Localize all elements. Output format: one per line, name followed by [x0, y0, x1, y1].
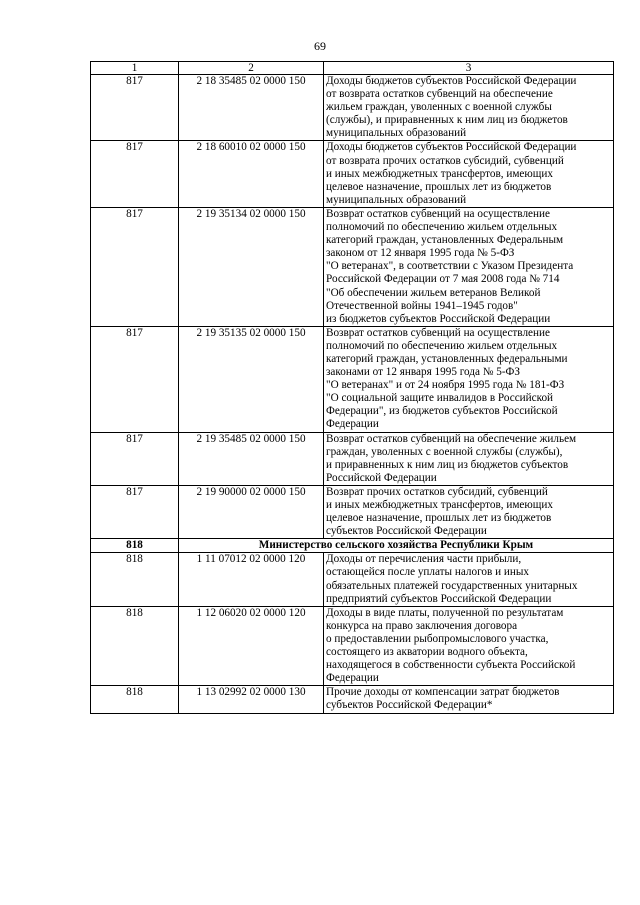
admin-code-cell: 818 [91, 553, 179, 606]
admin-code-cell: 817 [91, 485, 179, 538]
table-body [91, 62, 614, 714]
budget-code-cell: 1 11 07012 02 0000 120 [179, 553, 324, 606]
description-line: Федерации [326, 418, 379, 431]
budget-code-cell: 2 19 35134 02 0000 150 [179, 207, 324, 326]
table-row [91, 553, 614, 606]
description-cell [324, 432, 614, 485]
table-row [91, 207, 614, 326]
budget-code-cell: 2 19 35485 02 0000 150 [179, 432, 324, 485]
description-line: целевое назначение, прошлых лет из бюджетов [326, 180, 552, 193]
description-line: Возврат остатков субвенций на обеспечение жильем [326, 432, 577, 445]
description-line: остающейся после уплаты налогов и иных [326, 566, 529, 579]
section-header-row [91, 539, 614, 553]
description-line: предприятий субъектов Российской Федерации [326, 592, 552, 605]
table-row [91, 326, 614, 432]
column-header-2: 2 [179, 62, 324, 75]
admin-code-cell: 817 [91, 326, 179, 432]
description-line: и иных межбюджетных трансфертов, имеющих [326, 499, 553, 511]
budget-code-cell: 2 18 35485 02 0000 150 [179, 75, 324, 141]
admin-code-cell: 817 [91, 432, 179, 485]
description-line: субъектов Российской Федерации [326, 525, 487, 538]
description-line: о предоставлении рыбопромыслового участка, [326, 632, 549, 645]
description-line: от возврата прочих остатков субсидий, субвенций [326, 154, 564, 167]
description-line: муниципальных образований [326, 193, 467, 206]
description-line: Российской Федерации [326, 471, 437, 484]
budget-code-cell: 1 13 02992 02 0000 130 [179, 686, 324, 713]
admin-code-cell: 817 [91, 75, 179, 141]
description-line: жильем граждан, уволенных с военной службы [326, 101, 552, 114]
description-line: обязательных платежей государственных унитарных [326, 579, 578, 592]
column-header-3: 3 [324, 62, 614, 75]
description-line: граждан, уволенных с военной службы (службы), [326, 445, 563, 458]
description-line: Возврат прочих остатков субсидий, субвенций [326, 485, 548, 498]
description-line: полномочий по обеспечению жильем отдельных [326, 221, 558, 234]
table-row [91, 686, 614, 713]
description-line: субъектов Российской Федерации* [326, 699, 493, 712]
description-line: "О социальной защите инвалидов в Российской [326, 392, 554, 405]
description-cell [324, 485, 614, 538]
description-line: состоящего из акватории водного объекта, [326, 646, 528, 659]
table-header-row [91, 62, 614, 75]
column-header-1: 1 [91, 62, 179, 75]
table-row [91, 432, 614, 485]
description-line: Доходы бюджетов субъектов Российской Федерации [326, 141, 577, 154]
table-row [91, 606, 614, 686]
description-line: от возврата остатков субвенций на обеспечение [326, 88, 553, 101]
table-row [91, 485, 614, 538]
description-cell [324, 75, 614, 141]
description-line: Доходы бюджетов субъектов Российской Федерации [326, 75, 577, 87]
description-line: Возврат остатков субвенций на осуществление [326, 326, 550, 339]
description-line: из бюджетов субъектов Российской Федерации [326, 312, 551, 325]
description-cell [324, 326, 614, 432]
budget-classification-table [90, 61, 614, 714]
description-cell [324, 553, 614, 606]
description-cell [324, 686, 614, 713]
admin-code-cell: 818 [91, 686, 179, 713]
description-line: Федерации [326, 672, 379, 685]
admin-code-cell: 817 [91, 141, 179, 207]
description-line: полномочий по обеспечению жильем отдельных [326, 339, 558, 352]
description-line: (службы), и приравненных к ним лиц из бюджетов [326, 114, 568, 127]
description-line: целевое назначение, прошлых лет из бюджетов [326, 512, 552, 525]
description-line: Возврат остатков субвенций на осуществление [326, 207, 550, 220]
admin-code-cell: 817 [91, 207, 179, 326]
budget-code-cell: 2 18 60010 02 0000 150 [179, 141, 324, 207]
budget-code-cell: 2 19 90000 02 0000 150 [179, 485, 324, 538]
description-line: муниципальных образований [326, 127, 467, 140]
description-line: и приравненных к ним лиц из бюджетов субъектов [326, 458, 569, 471]
description-cell [324, 606, 614, 686]
description-line: категорий граждан, установленных Федеральным [326, 234, 564, 247]
description-line: Отечественной войны 1941–1945 годов" [326, 299, 518, 312]
description-line: Прочие доходы от компенсации затрат бюджетов [326, 686, 560, 699]
description-line: Российской Федерации от 7 мая 2008 года № 714 [326, 273, 560, 286]
description-line: конкурса на право заключения договора [326, 619, 518, 632]
description-line: Доходы от перечисления части прибыли, [326, 553, 522, 566]
description-line: "Об обеспечении жильем ветеранов Великой [326, 286, 541, 299]
description-line: и иных межбюджетных трансфертов, имеющих [326, 167, 553, 180]
description-cell [324, 207, 614, 326]
description-line: "О ветеранах", в соответствии с Указом Президента [326, 260, 574, 273]
description-line: находящегося в собственности субъекта Российской [326, 659, 576, 672]
table-row [91, 75, 614, 141]
description-cell [324, 141, 614, 207]
description-line: категорий граждан, установленных федеральными [326, 352, 568, 365]
budget-code-cell: 2 19 35135 02 0000 150 [179, 326, 324, 432]
description-line: "О ветеранах" и от 24 ноября 1995 года № 181-ФЗ [326, 379, 565, 392]
page-number: 69 [314, 39, 326, 53]
admin-code-cell: 818 [91, 606, 179, 686]
description-line: законом от 12 января 1995 года № 5-ФЗ [326, 247, 515, 260]
table-row [91, 141, 614, 207]
section-title: Министерство сельского хозяйства Республики Крым [179, 539, 614, 553]
description-line: Доходы в виде платы, полученной по результатам [326, 606, 564, 619]
section-admin-code: 818 [91, 539, 179, 553]
description-line: законами от 12 января 1995 года № 5-ФЗ [326, 366, 520, 379]
budget-code-cell: 1 12 06020 02 0000 120 [179, 606, 324, 686]
description-line: Федерации", из бюджетов субъектов Российской [326, 405, 558, 418]
